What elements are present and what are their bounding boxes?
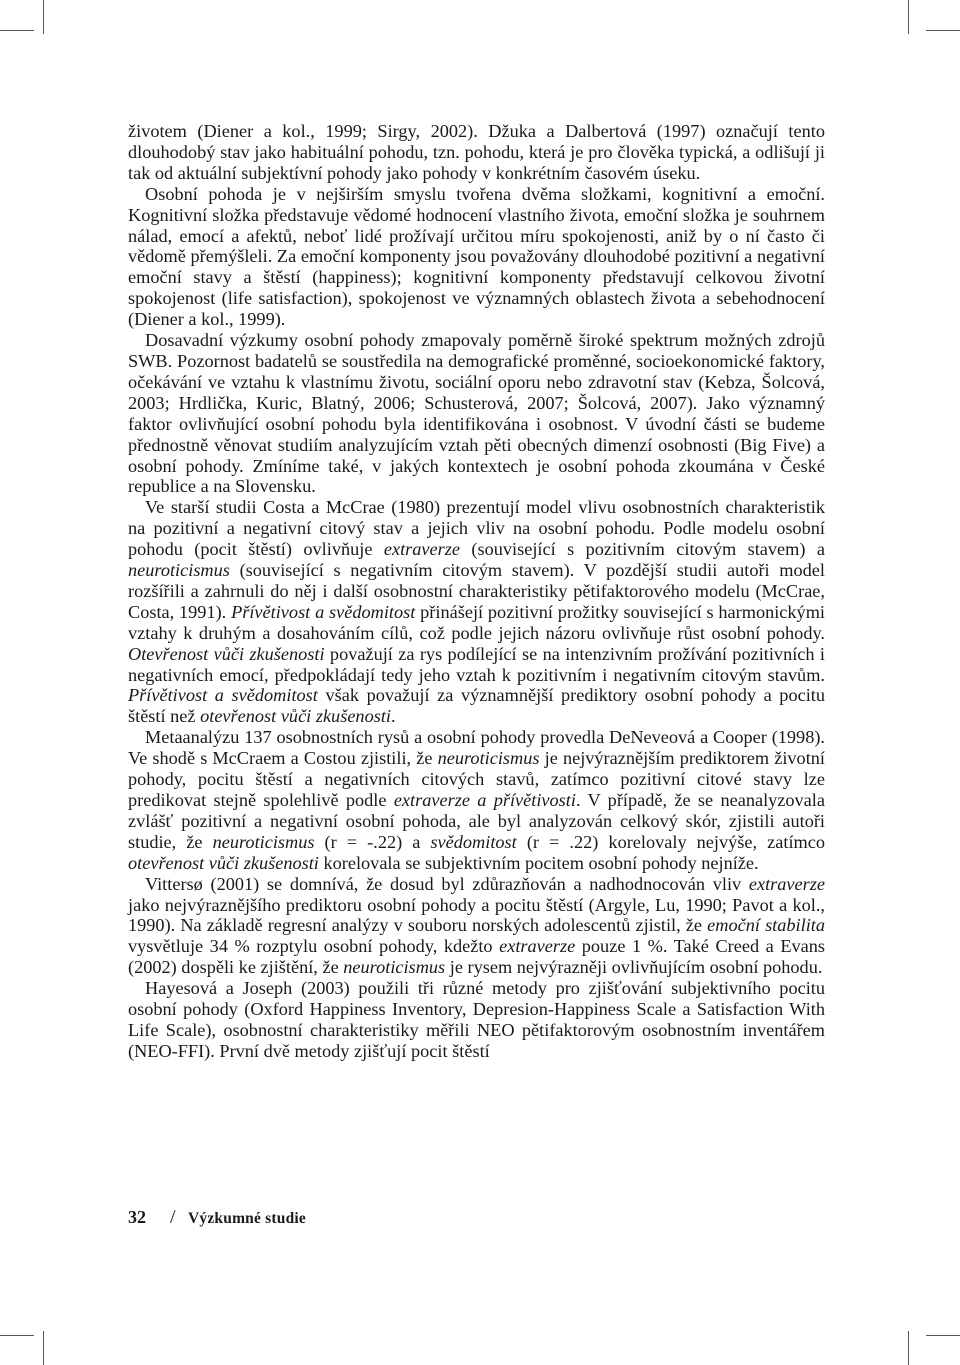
text-run: Osobní pohoda je v nejširším smyslu tvořena dvěma složkami, kognitivní a emoční. Kognitivní složka představuje vědomé hodnocení vlastního života, emoční složka je souhrnem nálad, emocí a afektů, neboť lidé prožívají určitou míru spokojenosti, aniž by o ní často či vědomě přemýšleli. Za emoční komponenty jsou považovány dlouhodobé pozitivní a negativní emoční stavy a štěstí (happiness); kognitivní komponenty představují celkovou životní spokojenost (life satisfaction), spokojenost ve významných oblastech života a sebehodnocení (Diener a kol., 1999). (128, 183, 825, 330)
italic-term: otevřenost vůči zkušenosti (200, 706, 391, 727)
section-title: Výzkumné studie (188, 1210, 306, 1227)
text-run: jako nejvýraznějšího prediktoru osobní pohody a pocitu štěstí (Argyle, Lu, 1990; Pavot a kol., 1990). Na základě regresní analýzy v souboru norských adolescentů zjistil, že (128, 894, 825, 936)
text-run: Metaanalýzu 137 osobnostních rysů a osobní pohody provedla DeNeveová a Cooper (1998). Ve shodě s McCraem a Costou zjistili, že (128, 727, 825, 769)
text-run: korelovala se subjektivním pocitem osobní pohody nejníže. (318, 852, 759, 873)
italic-term: neuroticismus (343, 957, 446, 978)
body-text (128, 121, 825, 1062)
paragraph (128, 727, 825, 873)
text-run: Hayesová a Joseph (2003) použili tři různé metody pro zjišťování subjektivního pocitu osobní pohody (Oxford Happiness Inventory, Depresion-Happiness Scale a Satisfaction With Life Scale), osobnostní charakteristiky měřili NEO pětifaktorovým osobnostním inventářem (NEO-FFI). První dvě metody zjišťují pocit štěstí (128, 978, 825, 1061)
text-run: vysvětluje 34 % rozptylu osobní pohody, kdežto (128, 936, 500, 957)
text-run: Vittersø (2001) se domnívá, že dosud byl zdůrazňován a nadhodnocován vliv (145, 873, 749, 894)
italic-term: Přívětivost a svědomitost (231, 601, 416, 622)
crop-mark-bottom-left-v (43, 1331, 44, 1365)
crop-mark-top-left-h (0, 30, 34, 31)
text-run: (r = .22) korelovaly nejvýše, zatímco (516, 831, 825, 852)
italic-term: neuroticismus (437, 748, 540, 769)
italic-term: emoční stabilita (707, 915, 825, 936)
italic-term: extraverze a přívětivosti (393, 790, 576, 810)
paragraph (128, 121, 825, 184)
italic-term: extraverze (499, 936, 576, 957)
paragraph (128, 184, 825, 330)
italic-term: svědomitost (430, 831, 517, 852)
text-run: (r = -.22) a (314, 831, 431, 852)
text-run: . V případě, že se neanalyzovala zvlášť pozitivní a negativní osobní pohoda, ale byl analyzován celkový skór, zjistili autoři studie, že (128, 790, 825, 852)
crop-mark-bottom-left-h (0, 1335, 34, 1336)
text-run: Dosavadní výzkumy osobní pohody zmapovaly poměrně široké spektrum možných zdrojů SWB. Pozornost badatelů se soustředila na demografické proměnné, socioekonomické faktory, očekávání ve vztahu k vlastnímu životu, sociální oporu nebo zdravotní stav (Kebza, Šolcová, 2003; Hrdlička, Kuric, Blatný, 2006; Schusterová, 2007; Šolcová, 2007). Jako významný faktor ovlivňující osobní pohodu byla identifikována i osobnost. V úvodní části se budeme přednostně věnovat studiím analyzujícím vztah pěti obecných dimenzí osobnosti (Big Five) a osobní pohody. Zmíníme také, v jakých kontextech je osobní pohoda zkoumána v České republice a na Slovensku. (128, 330, 825, 497)
paragraph (128, 330, 825, 497)
text-run: je nejvýraznějším prediktorem životní pohody, pocitu štěstí a negativních citových stavů, zatímco pozitivní citové stavy lze predikovat stejně spolehlivě podle (128, 748, 825, 810)
paragraph (128, 497, 825, 727)
italic-term: Otevřenost vůči zkušenosti (128, 643, 325, 664)
crop-mark-bottom-right-v (908, 1331, 909, 1365)
crop-mark-top-right-h (926, 30, 960, 31)
crop-mark-bottom-right-h (926, 1335, 960, 1336)
text-run: je rysem nejvýrazněji ovlivňujícím osobní pohodu. (445, 957, 823, 978)
paragraph (128, 978, 825, 1062)
italic-term: extraverze (383, 539, 460, 560)
italic-term: neuroticismus (128, 560, 230, 581)
text-run: považují za rys podílející se na intenzivním prožívání pozitivních i negativních emocí, předpokládají tedy jeho vztah k pozitivním i negativním citovým stavům. (128, 643, 825, 685)
crop-mark-top-right-v (908, 0, 909, 34)
italic-term: otevřenost vůči zkušenosti (128, 852, 319, 873)
page-footer (128, 1206, 306, 1230)
text-run: . (391, 706, 396, 727)
italic-term: Přívětivost a svědomitost (128, 685, 318, 706)
text-run: pouze 1 %. Také Creed a Evans (2002) dospěli ke zjištění, že (128, 936, 825, 978)
text-run: (související s negativním citovým stavem). V pozdější studii autoři model rozšířili a zahrnuli do něj i další osobnostní charakteristiky pětifaktorového modelu (McCrae, Costa, 1991). (128, 560, 825, 622)
italic-term: neuroticismus (212, 831, 315, 852)
text-run: (související s pozitivním citovým stavem) a (460, 539, 825, 560)
text-run: Ve starší studii Costa a McCrae (1980) prezentují model vlivu osobnostních charakteristik na pozitivní a negativní citový stav a jejich vliv na osobní pohodu. Podle modelu osobní pohodu (pocit štěstí) ovlivňuje (128, 497, 825, 560)
text-run: však považují za významnější prediktory osobní pohody a pocitu štěstí než (128, 685, 825, 727)
crop-mark-top-left-v (43, 0, 44, 34)
page-number: 32 (128, 1207, 146, 1227)
paragraph (128, 874, 825, 979)
footer-separator: / (170, 1206, 176, 1228)
text-run: přinášejí pozitivní prožitky související s harmonickými vztahy k druhým a dosahováním cílů, což podle jejich názoru ovlivňuje růst osobní pohody. (128, 601, 826, 643)
italic-term: extraverze (748, 873, 825, 894)
text-run: životem (Diener a kol., 1999; Sirgy, 2002). Džuka a Dalbertová (1997) označují tento dlouhodobý stav jako habituální pohodu, tzn. pohodu, která je pro člověka typická, a odlišují ji tak od aktuální subjektívní pohody jako pohody v konkrétním časovém úseku. (128, 121, 825, 183)
